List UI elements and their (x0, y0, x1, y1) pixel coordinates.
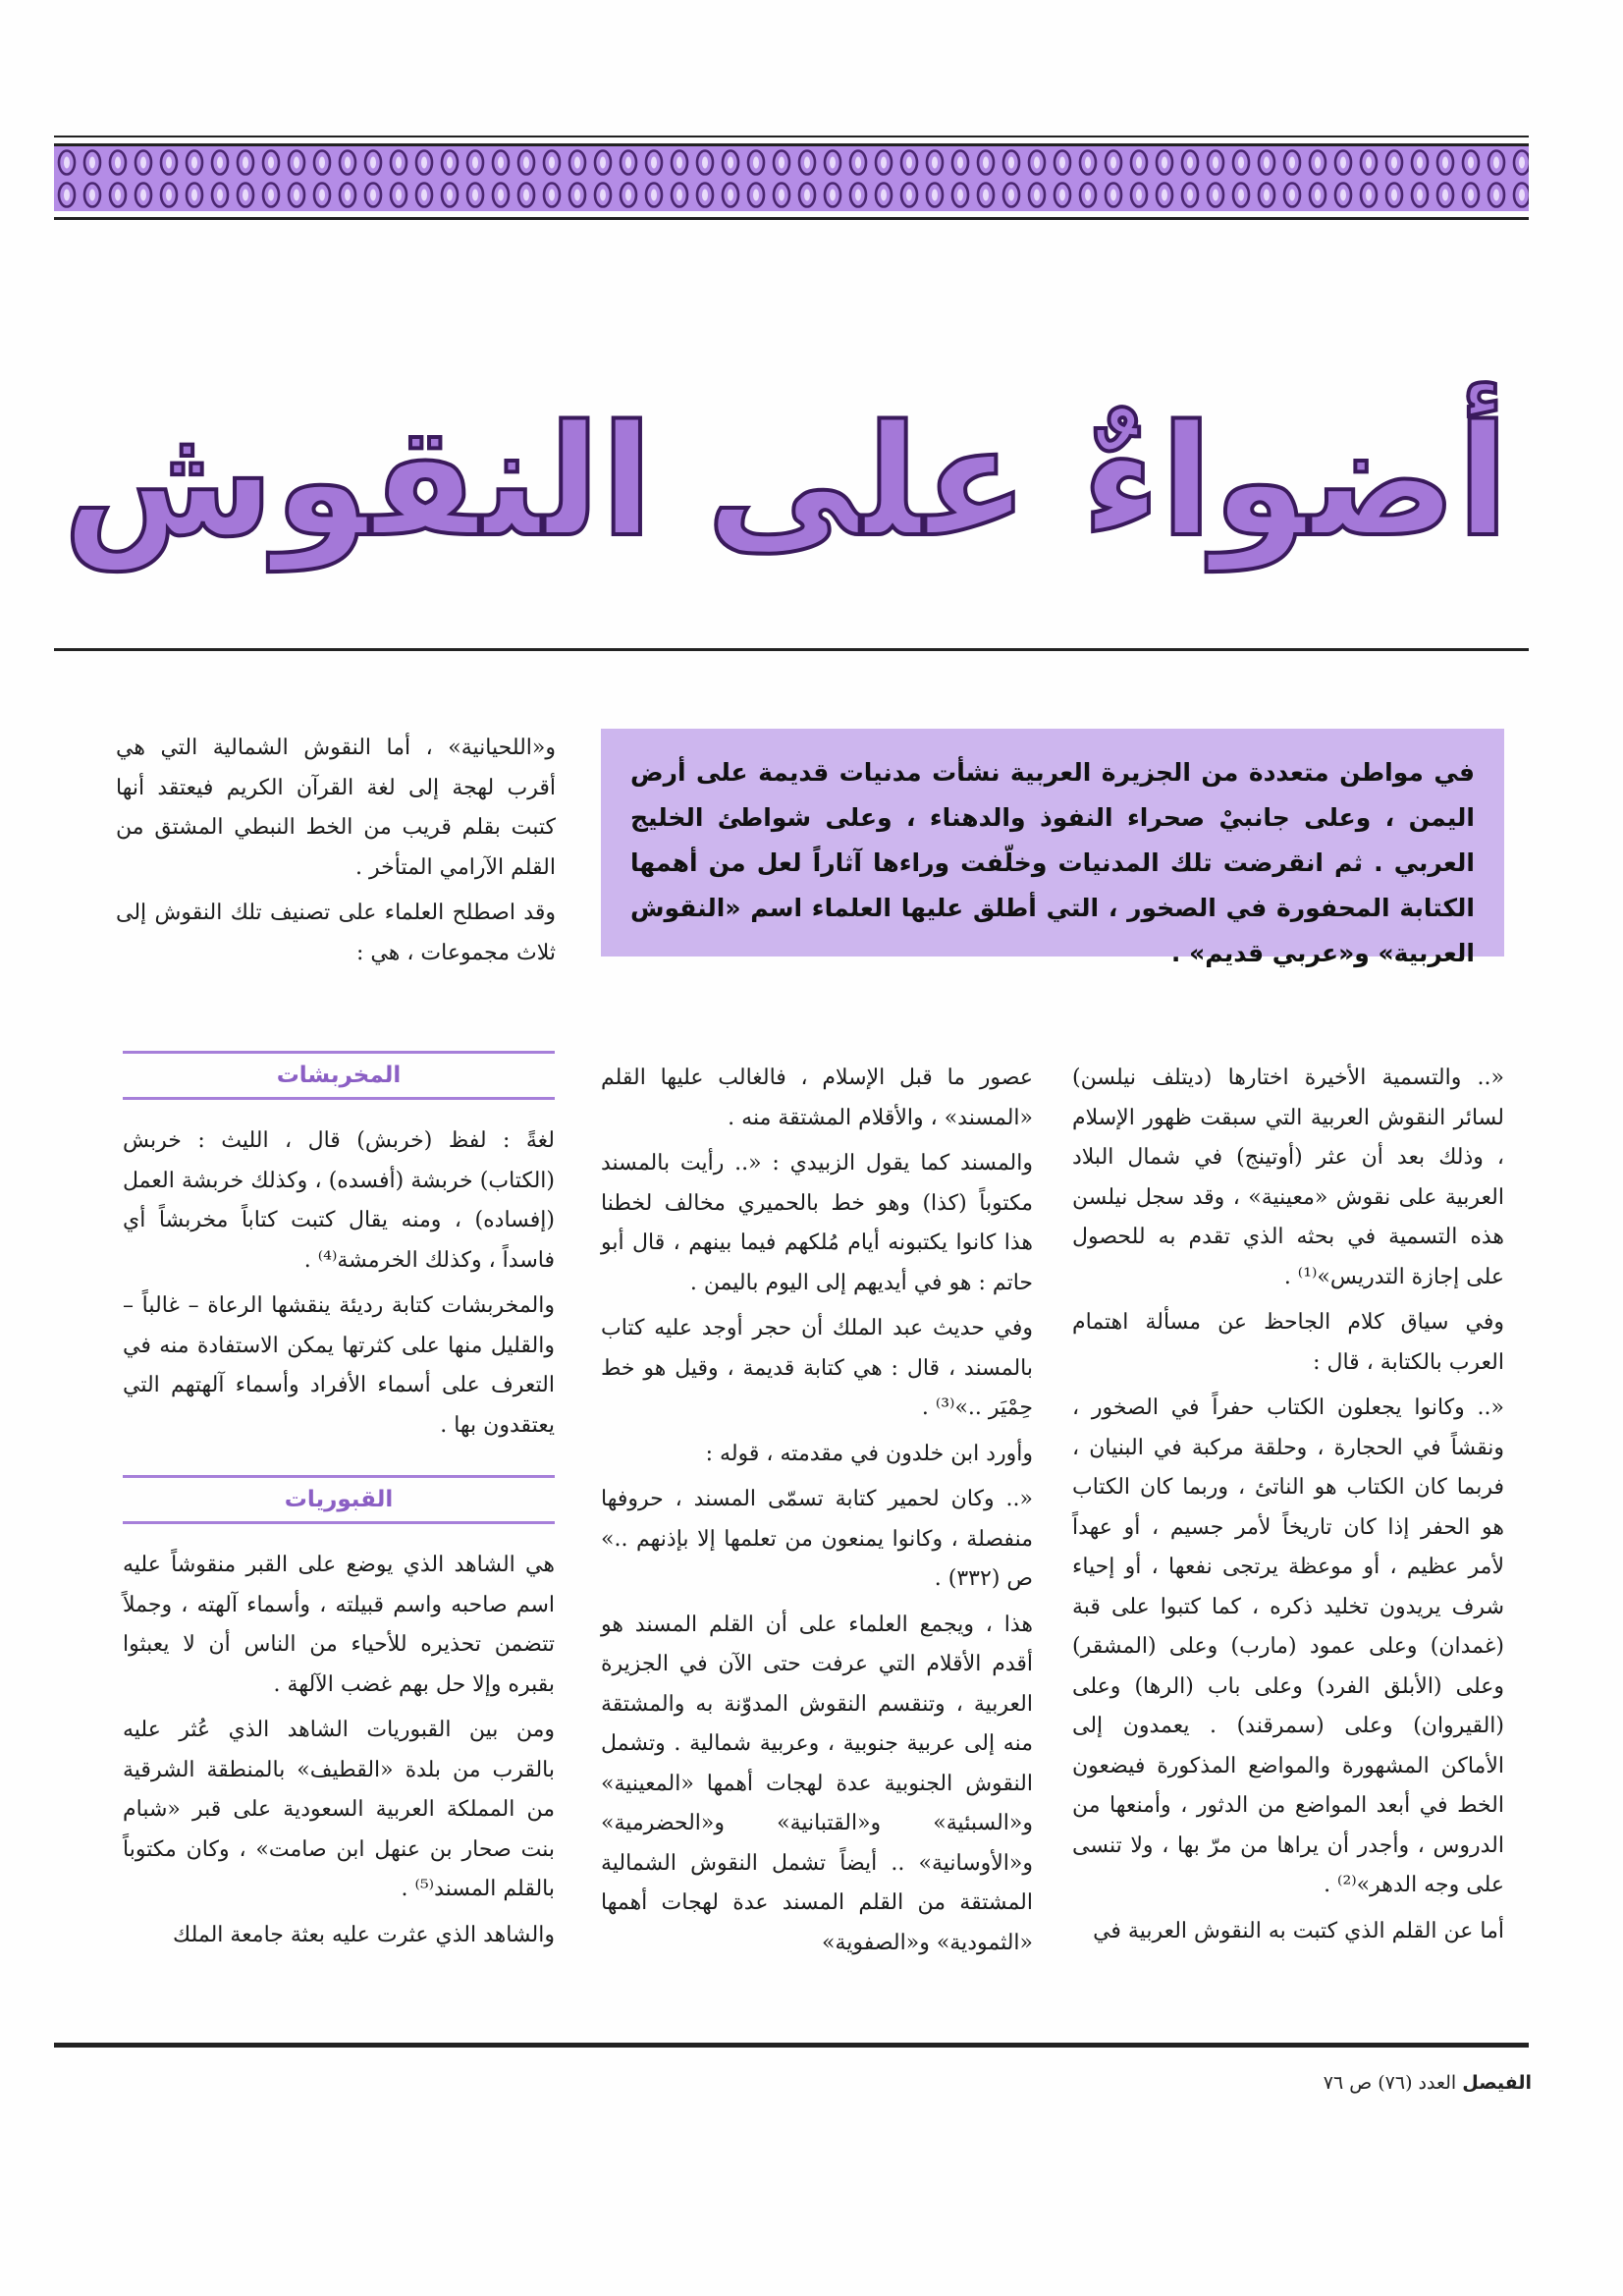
title-rule (54, 648, 1529, 651)
paragraph: «.. والتسمية الأخيرة اختارها (ديتلف نيلسن) لسائر النقوش العربية التي سبقت ظهور الإسلام ، وذلك بعد أن عثر (أوتينج) في شمال البلاد العربية على نقوش «معينية» ، وقد سجل نيلسن هذه التسمية في بحثه الذي تقدم به للحصول على إجازة التدريس»⁽¹⁾ . (1072, 1066, 1504, 1289)
column-right (1072, 1059, 1504, 1957)
paragraph: و«اللحيانية» ، أما النقوش الشمالية التي هي أقرب لهجة إلى لغة القرآن الكريم فيعتقد أنها كتبت بقلم قريب من الخط النبطي المشتق من القلم الآرامي المتأخر . (116, 736, 556, 880)
paragraph: والمسند كما يقول الزبيدي : «.. رأيت بالمسند مكتوباً (كذا) وهو خط بالحميري مخالف لخطنا هذا كانوا يكتبونه أيام مُلكهم فيما بينهم ، قال أبو حاتم : هو في أيديهم إلى اليوم باليمن . (601, 1151, 1033, 1295)
paragraph: والشاهد الذي عثرت عليه بعثة جامعة الملك (173, 1922, 555, 1947)
column-middle (601, 1059, 1033, 1969)
column-left-top (116, 729, 556, 979)
paragraph: هذا ، ويجمع العلماء على أن القلم المسند هو أقدم الأقلام التي عرفت حتى الآن في الجزيرة العربية ، وتنقسم النقوش المدوّنة به والمشتقة منه إلى عربية جنوبية ، وعربية شمالية . وتشمل النقوش الجنوبية عدة لهجات أهمها «المعينية» و«السبئية» و«القتبانية» و«الحضرمية» و«الأوسانية» .. أيضاً تشمل النقوش الشمالية المشتقة من القلم المسند عدة لهجات أهمها «الثمودية» و«الصفوية» (601, 1612, 1033, 1955)
paragraph: «.. وكانوا يجعلون الكتاب حفراً في الصخور ، ونقشاً في الحجارة ، وحلقة مركبة في البنيان ، فربما كان الكتاب هو الناتئ ، وربما كان الكتاب هو الحفر إذا كان تاريخاً لأمر جسيم ، أو عهداً لأمر عظيم ، أو موعظة يرتجى نفعها ، أو إحياء شرف يريدون تخليد ذكره ، كما كتبوا على قبة (غمدان) وعلى عمود (مارب) وعلى (المشقر) وعلى (الأبلق الفرد) وعلى باب (الرها) وعلى (القيروان) وعلى (سمرقند) . يعمدون إلى الأماكن المشهورة والمواضع المذكورة فيضعون الخط في أبعد المواضع من الدثور ، وأمنعها من الدروس ، وأجدر أن يراها من مرّ بها ، ولا تنسى على وجه الدهر»⁽²⁾ . (1072, 1395, 1504, 1897)
paragraph: والمخربشات كتابة رديئة ينقشها الرعاة – غالباً – والقليل منها على كثرتها يمكن الاستفادة منه في التعرف على أسماء الأفراد وأسماء آلهتهم التي يعتقدون بها . (123, 1293, 555, 1438)
paragraph: وفي حديث عبد الملك أن حجر أوجد عليه كتاب بالمسند ، قال : هي كتابة قديمة ، وقيل هو خط حِمْيَر ..»⁽³⁾ . (601, 1316, 1033, 1420)
paragraph: عصور ما قبل الإسلام ، فالغالب عليها القلم «المسند» ، والأقلام المشتقة منه . (601, 1066, 1033, 1130)
issue-page-info: العدد (٧٦) ص ٧٦ (1323, 2072, 1457, 2094)
bottom-rule (54, 2043, 1529, 2048)
paragraph: «.. وكان لحمير كتابة تسمّى المسند ، حروفها منفصلة ، وكانوا يمنعون من تعلمها إلا بإذنهم ..» ص (٣٣٢) . (601, 1487, 1033, 1591)
page-title: أضواءٌ على النقوش (62, 392, 1509, 571)
magazine-logo: الفيصل (1462, 2072, 1532, 2094)
section-heading-graffiti: المخربشات (123, 1051, 555, 1100)
top-thin-rule (54, 136, 1529, 137)
footer (1149, 2072, 1532, 2094)
intro-box: في مواطن متعددة من الجزيرة العربية نشأت مدنيات قديمة على أرض اليمن ، وعلى جانبيْ صحراء النفوذ والدهناء ، وعلى شواطئ الخليج العربي . ثم انقرضت تلك المدنيات وخلّفت وراءها آثاراً لعل من أهمها الكتابة المحفورة في الصخور ، التي أطلق عليها العلماء اسم «النقوش العربية» و«عربي قديم» . (601, 729, 1504, 957)
column-left (123, 1051, 555, 1961)
section-heading-tombstones: القبوريات (123, 1475, 555, 1524)
title-area (54, 334, 1529, 629)
paragraph: لغةً : لفظ (خربش) قال ، الليث : خربش (الكتاب) خربشة (أفسده) ، وكذلك خربشة العمل (إفساده) ، ومنه يقال كتبت كتاباً مخربشاً أي فاسداً ، وكذلك الخرمشة⁽⁴⁾ . (123, 1128, 555, 1273)
paragraph: ومن بين القبوريات الشاهد الذي عُثر عليه بالقرب من بلدة «القطيف» بالمنطقة الشرقية من المملكة العربية السعودية على قبر «شبام بنت صحار بن عنهل ابن صامت» ، وكان مكتوباً بالقلم المسند⁽⁵⁾ . (123, 1718, 555, 1901)
paragraph: وقد اصطلح العلماء على تصنيف تلك النقوش إلى ثلاث مجموعات ، هي : (116, 901, 556, 965)
decorative-ornament-band (54, 143, 1529, 220)
paragraph: وأورد ابن خلدون في مقدمته ، قوله : (705, 1441, 1033, 1466)
paragraph: أما عن القلم الذي كتبت به النقوش العربية في (1093, 1918, 1504, 1943)
ornament-pattern (54, 146, 1529, 211)
paragraph: وفي سياق كلام الجاحظ عن مسألة اهتمام العرب بالكتابة ، قال : (1072, 1310, 1504, 1375)
paragraph: هي الشاهد الذي يوضع على القبر منقوشاً عليه اسم صاحبه واسم قبيلته ، وأسماء آلهته ، وجملاً تتضمن تحذيره للأحياء من الناس أن لا يعبثوا بقبره وإلا حل بهم غضب الآلهة . (123, 1553, 555, 1697)
